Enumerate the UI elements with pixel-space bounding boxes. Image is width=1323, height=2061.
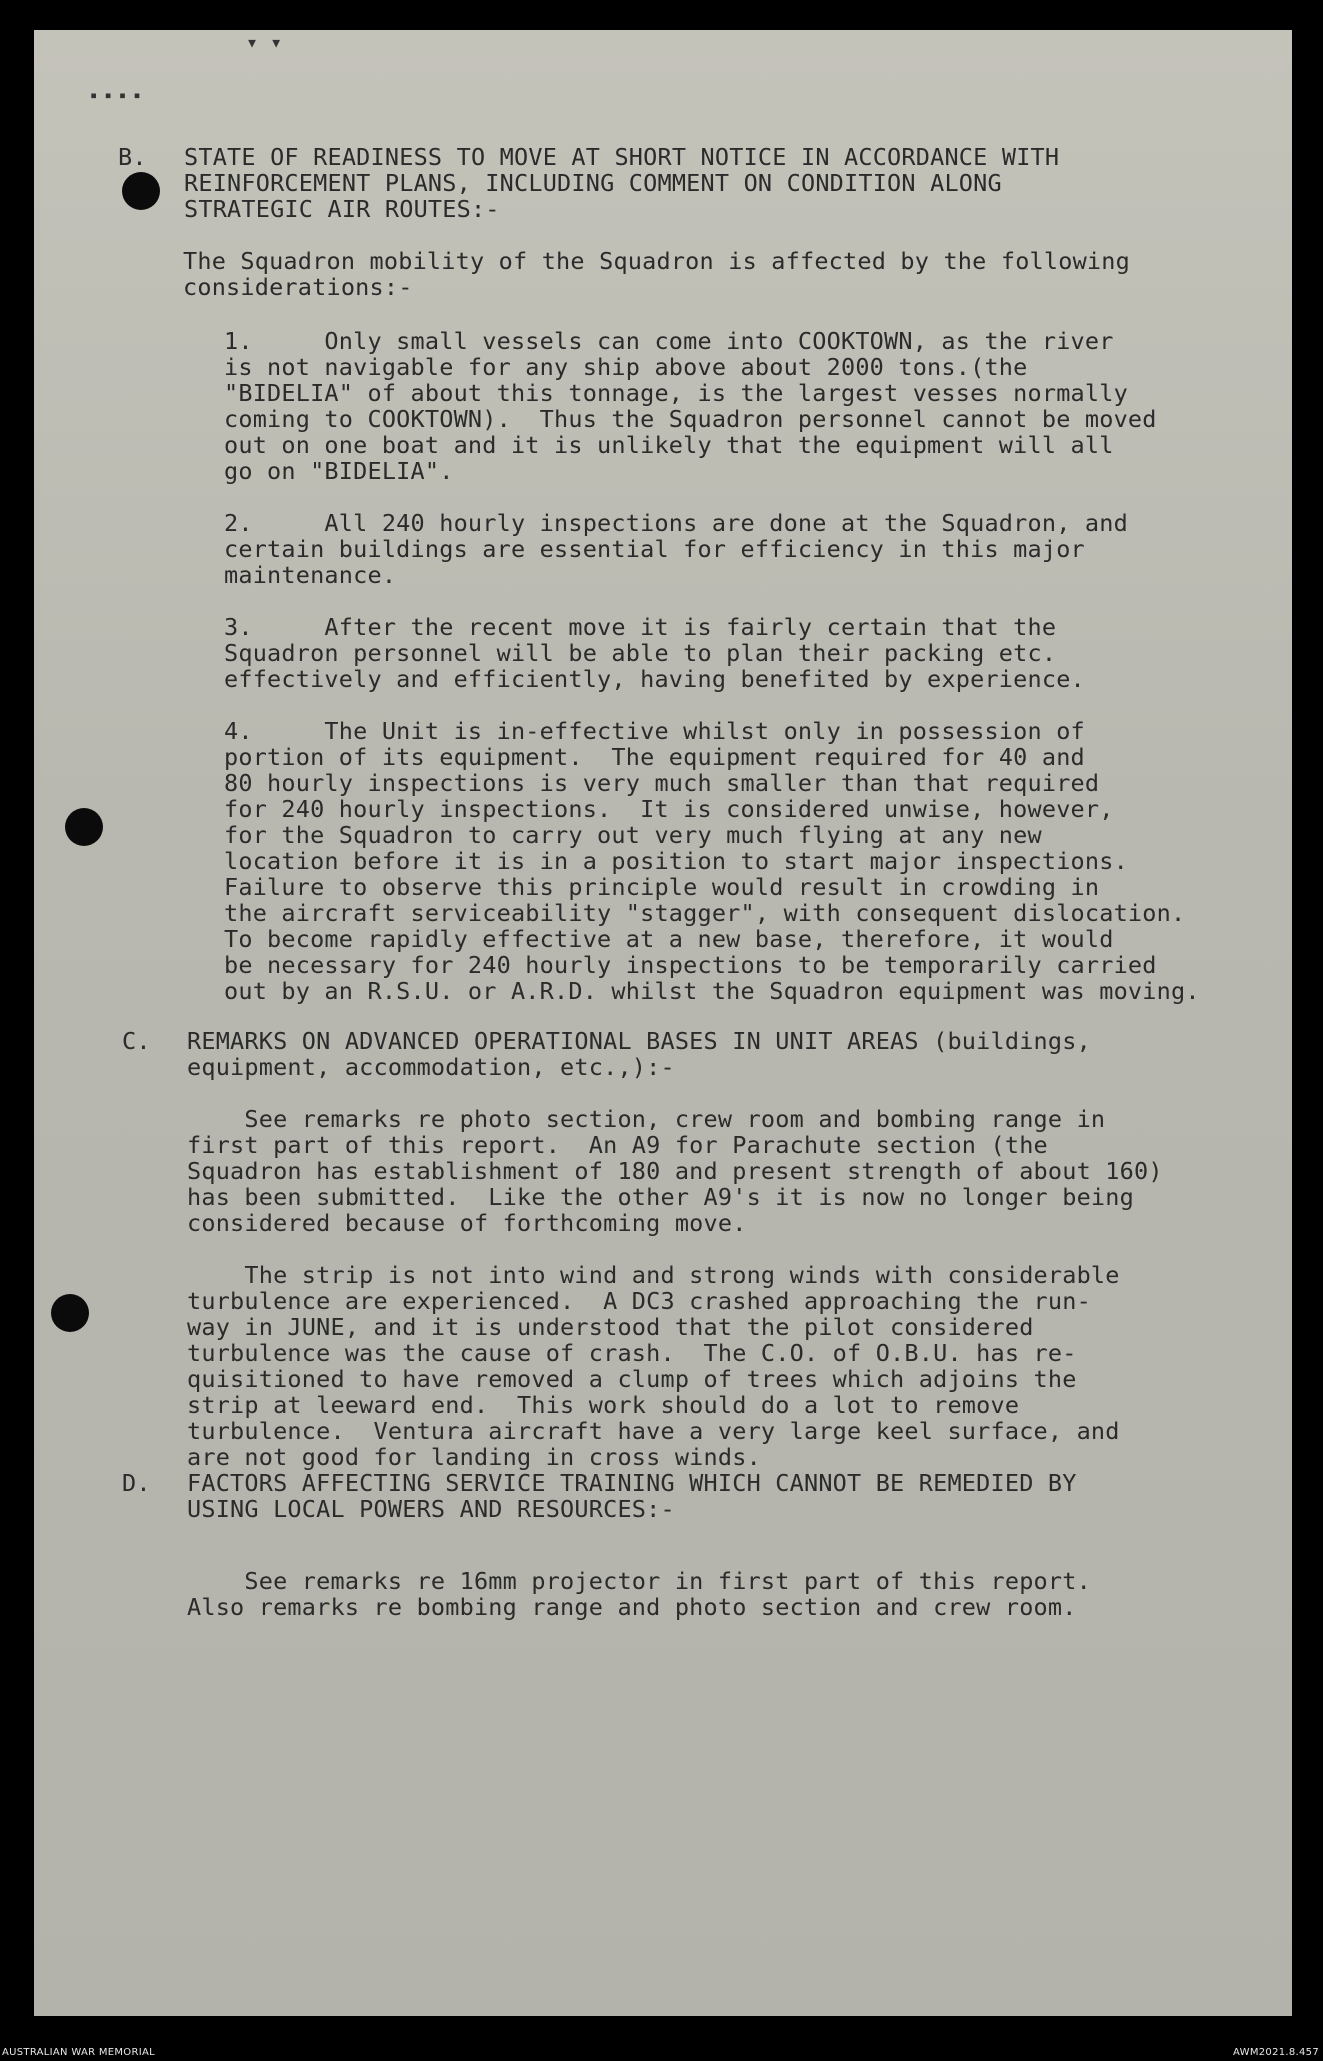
punch-hole xyxy=(122,172,160,210)
text-line: 4. The Unit is in-effective whilst only in possession of xyxy=(224,717,1085,745)
text-line: turbulence. Ventura aircraft have a very large keel surface, and xyxy=(187,1417,1120,1445)
text-line: way in JUNE, and it is understood that the pilot considered xyxy=(187,1313,1034,1341)
text-line: out by an R.S.U. or A.R.D. whilst the Squadron equipment was moving. xyxy=(224,977,1200,1005)
text-line: quisitioned to have removed a clump of trees which adjoins the xyxy=(187,1365,1077,1393)
text-line: The Squadron mobility of the Squadron is affected by the following xyxy=(183,247,1130,275)
ink-mark: ▪ ▪ ▪ ▪ xyxy=(90,88,141,102)
text-line: Failure to observe this principle would result in crowding in xyxy=(224,873,1100,901)
text-line: See remarks re photo section, crew room and bombing range in xyxy=(187,1105,1106,1133)
text-line: first part of this report. An A9 for Parachute section (the xyxy=(187,1131,1048,1159)
text-line: FACTORS AFFECTING SERVICE TRAINING WHICH CANNOT BE REMEDIED BY xyxy=(187,1469,1077,1497)
text-line: STATE OF READINESS TO MOVE AT SHORT NOTICE IN ACCORDANCE WITH xyxy=(184,143,1060,171)
text-line: See remarks re 16mm projector in first part of this report. xyxy=(187,1567,1091,1595)
text-line: The strip is not into wind and strong winds with considerable xyxy=(187,1261,1120,1289)
text-line: 2. All 240 hourly inspections are done at the Squadron, and xyxy=(224,509,1128,537)
document-page xyxy=(34,30,1292,2016)
text-line: Also remarks re bombing range and photo section and crew room. xyxy=(187,1593,1077,1621)
text-line: certain buildings are essential for efficiency in this major xyxy=(224,535,1085,563)
text-line: "BIDELIA" of about this tonnage, is the largest vesses normally xyxy=(224,379,1128,407)
text-line: maintenance. xyxy=(224,561,397,589)
text-line: is not navigable for any ship above about 2000 tons.(the xyxy=(224,353,1028,381)
typed-text xyxy=(34,30,1200,1621)
text-line: turbulence was the cause of crash. The C.O. of O.B.U. has re- xyxy=(187,1339,1077,1367)
punch-hole xyxy=(51,1294,89,1332)
text-line: considerations:- xyxy=(183,273,413,301)
punch-hole xyxy=(65,808,103,846)
text-line: 1. Only small vessels can come into COOKTOWN, as the river xyxy=(224,327,1114,355)
text-line: portion of its equipment. The equipment required for 40 and xyxy=(224,743,1085,771)
text-line: To become rapidly effective at a new base, therefore, it would xyxy=(224,925,1114,953)
section-b-letter: B. xyxy=(118,143,147,171)
section-d-letter: D. xyxy=(122,1469,151,1497)
text-line: Squadron has establishment of 180 and present strength of about 160) xyxy=(187,1157,1163,1185)
text-line: location before it is in a position to start major inspections. xyxy=(224,847,1128,875)
text-line: be necessary for 240 hourly inspections to be temporarily carried xyxy=(224,951,1157,979)
text-line: are not good for landing in cross winds. xyxy=(187,1443,761,1471)
text-line: coming to COOKTOWN). Thus the Squadron personnel cannot be moved xyxy=(224,405,1157,433)
text-line: REMARKS ON ADVANCED OPERATIONAL BASES IN UNIT AREAS (buildings, xyxy=(187,1027,1091,1055)
text-line: 3. After the recent move it is fairly certain that the xyxy=(224,613,1057,641)
ink-mark: ▾ ▾ xyxy=(246,30,283,54)
footer-archive-name: AUSTRALIAN WAR MEMORIAL xyxy=(2,2047,155,2058)
text-line: considered because of forthcoming move. xyxy=(187,1209,747,1237)
text-line: out on one boat and it is unlikely that the equipment will all xyxy=(224,431,1114,459)
text-line: has been submitted. Like the other A9's it is now no longer being xyxy=(187,1183,1134,1211)
text-line: STRATEGIC AIR ROUTES:- xyxy=(184,195,500,223)
text-line: the aircraft serviceability "stagger", with consequent dislocation. xyxy=(224,899,1186,927)
text-line: USING LOCAL POWERS AND RESOURCES:- xyxy=(187,1495,675,1523)
text-line: equipment, accommodation, etc.,):- xyxy=(187,1053,675,1081)
footer-reference: AWM2021.8.457 xyxy=(1233,2047,1319,2058)
text-line: turbulence are experienced. A DC3 crashed approaching the run- xyxy=(187,1287,1091,1315)
section-c-letter: C. xyxy=(122,1027,151,1055)
text-line: Squadron personnel will be able to plan their packing etc. xyxy=(224,639,1057,667)
text-line: strip at leeward end. This work should do a lot to remove xyxy=(187,1391,1020,1419)
text-line: for the Squadron to carry out very much flying at any new xyxy=(224,821,1042,849)
text-line: effectively and efficiently, having benefited by experience. xyxy=(224,665,1085,693)
text-line: for 240 hourly inspections. It is considered unwise, however, xyxy=(224,795,1114,823)
text-line: go on "BIDELIA". xyxy=(224,457,454,485)
text-line: REINFORCEMENT PLANS, INCLUDING COMMENT ON CONDITION ALONG xyxy=(184,169,1002,197)
text-line: 80 hourly inspections is very much smaller than that required xyxy=(224,769,1100,797)
